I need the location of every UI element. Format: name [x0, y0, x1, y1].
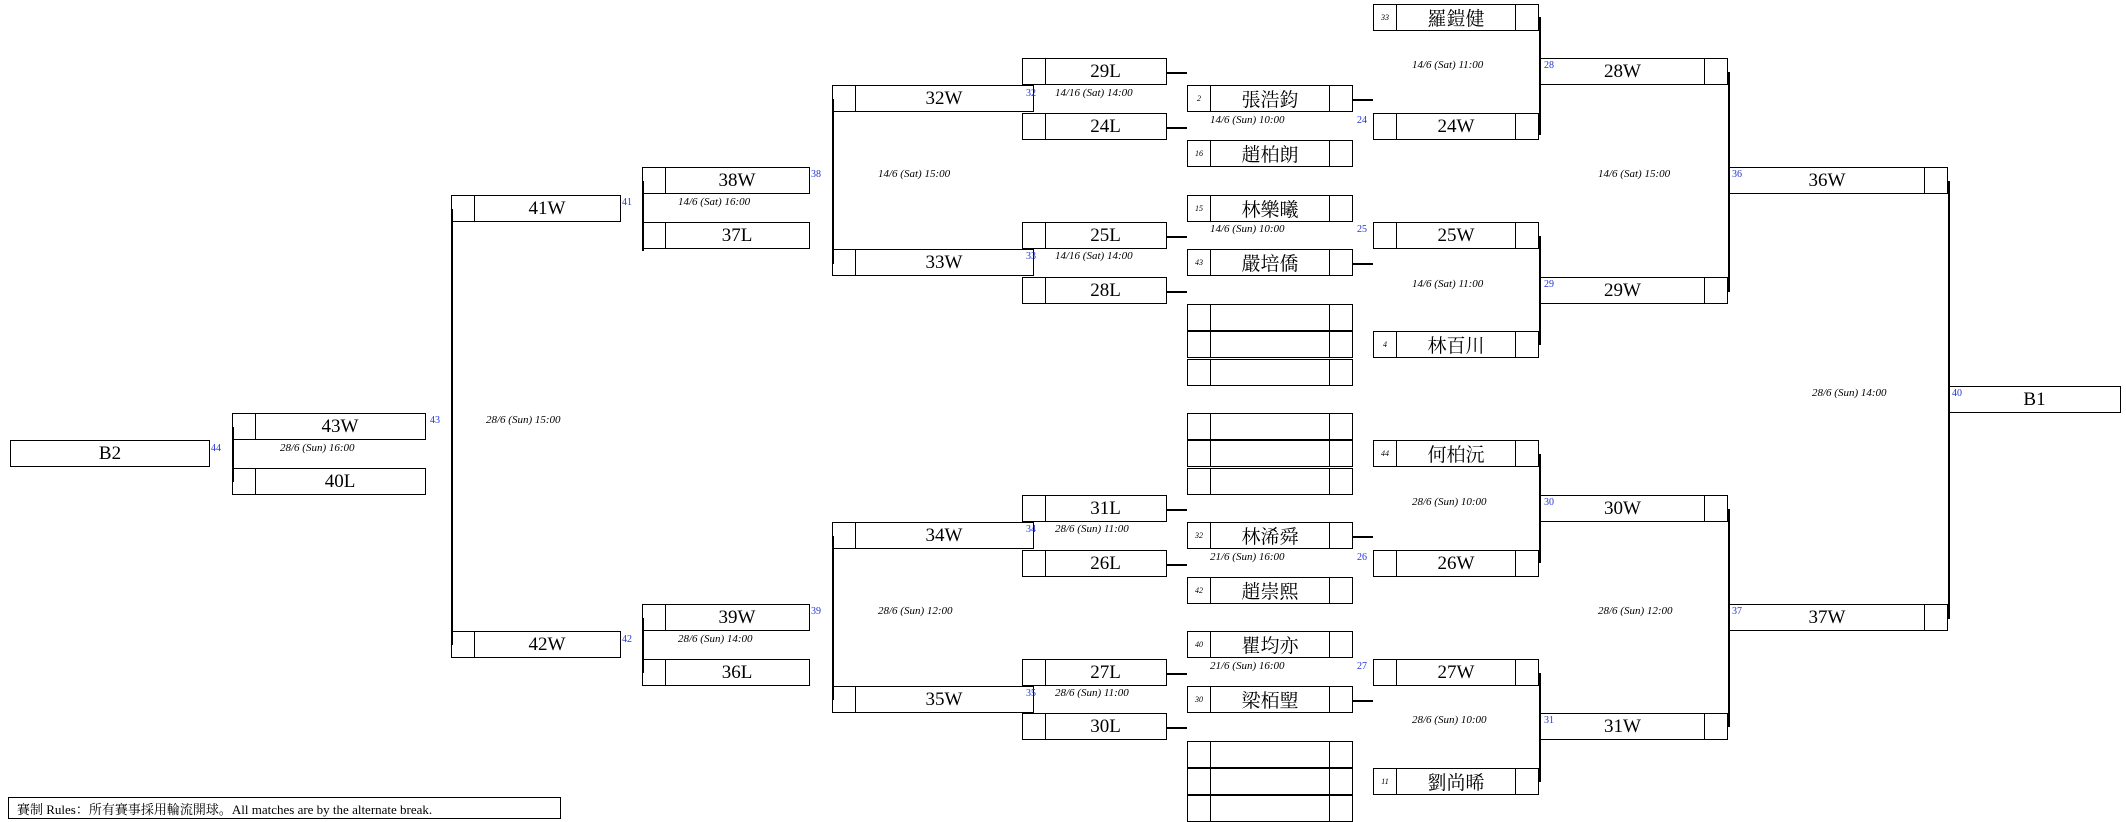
bracket-slot	[1187, 686, 1353, 713]
bracket-slot	[1373, 440, 1539, 467]
entrant-name: 39W	[718, 606, 756, 628]
bracket-connector	[1728, 509, 1730, 619]
seed-number	[1188, 769, 1211, 794]
seed-number: 30	[1188, 687, 1211, 712]
seed-number	[1188, 360, 1211, 385]
entrant-name: 25L	[1090, 224, 1121, 246]
match-time: 28/6 (Sun) 11:00	[1055, 687, 1129, 699]
match-number: 34	[1026, 524, 1036, 535]
bracket-connector	[1539, 454, 1541, 509]
bracket-slot	[1539, 495, 1728, 522]
slot-tail-cell	[1329, 141, 1352, 166]
entrant-name: 33W	[925, 251, 963, 273]
entrant-name: 25W	[1437, 224, 1475, 246]
slot-tail-cell	[1515, 5, 1538, 30]
match-time: 28/6 (Sun) 11:00	[1055, 523, 1129, 535]
seed-number	[1023, 660, 1046, 685]
bracket-connector	[1948, 181, 1950, 401]
match-number: 39	[811, 606, 821, 617]
bracket-slot	[1187, 140, 1353, 167]
match-number: 30	[1544, 497, 1554, 508]
match-time: 14/16 (Sat) 14:00	[1055, 250, 1133, 262]
bracket-slot	[10, 440, 210, 467]
entrant-name: 24L	[1090, 115, 1121, 137]
entrant-name: 趙柏朗	[1241, 145, 1299, 166]
bracket-slot	[832, 85, 1034, 112]
bracket-slot	[1187, 331, 1353, 358]
seed-number	[452, 196, 475, 221]
slot-tail-cell	[1329, 360, 1352, 385]
seed-number	[833, 250, 856, 275]
seed-number	[1188, 414, 1211, 439]
seed-number	[833, 687, 856, 712]
bracket-connector	[832, 618, 834, 700]
bracket-connector	[1948, 401, 1950, 619]
slot-tail-cell	[1515, 332, 1538, 357]
slot-tail-cell	[1704, 278, 1727, 303]
seed-number: 42	[1188, 578, 1211, 603]
entrant-name: B1	[2023, 388, 2046, 410]
match-time: 14/6 (Sun) 10:00	[1210, 114, 1285, 126]
bracket-slot	[642, 222, 810, 249]
entrant-name: 27W	[1437, 661, 1475, 683]
match-time: 14/6 (Sat) 15:00	[1598, 168, 1671, 180]
entrant-name: 24W	[1437, 115, 1475, 137]
match-time: 21/6 (Sun) 16:00	[1210, 660, 1285, 672]
entrant-name	[1210, 469, 1330, 494]
bracket-slot	[1187, 440, 1353, 467]
match-time: 28/6 (Sun) 10:00	[1412, 714, 1487, 726]
bracket-slot	[832, 249, 1034, 276]
entrant-name: 43W	[321, 415, 359, 437]
bracket-slot	[1187, 249, 1353, 276]
bracket-slot	[1373, 4, 1539, 31]
match-time: 28/6 (Sun) 10:00	[1412, 496, 1487, 508]
match-time: 28/6 (Sun) 12:00	[878, 605, 953, 617]
slot-tail-cell	[1329, 469, 1352, 494]
bracket-connector	[1167, 564, 1187, 566]
bracket-slot	[1187, 741, 1353, 768]
bracket-slot	[832, 686, 1034, 713]
entrant-name	[1210, 441, 1330, 466]
seed-number	[1374, 223, 1397, 248]
bracket-connector	[451, 427, 453, 645]
seed-number	[1374, 114, 1397, 139]
bracket-connector	[1167, 673, 1187, 675]
seed-number: 33	[1374, 5, 1397, 30]
entrant-name: 41W	[528, 197, 566, 219]
bracket-connector	[1167, 509, 1187, 511]
bracket-connector	[1167, 727, 1187, 729]
bracket-connector	[1539, 728, 1541, 782]
seed-number	[1023, 551, 1046, 576]
seed-number: 32	[1188, 523, 1211, 548]
entrant-name	[1210, 414, 1330, 439]
bracket-slot	[1187, 577, 1353, 604]
match-time: 28/6 (Sun) 15:00	[486, 414, 561, 426]
bracket-connector	[232, 427, 234, 482]
entrant-name: 29L	[1090, 60, 1121, 82]
bracket-connector	[1539, 673, 1541, 728]
bracket-connector	[1539, 291, 1541, 345]
entrant-name	[1210, 332, 1330, 357]
slot-tail-cell	[1329, 632, 1352, 657]
match-number: 33	[1026, 251, 1036, 262]
match-number: 43	[430, 415, 440, 426]
bracket-connector	[1353, 99, 1373, 101]
entrant-name: 羅鎧健	[1427, 9, 1485, 30]
seed-number: 40	[1188, 632, 1211, 657]
match-time: 14/6 (Sun) 10:00	[1210, 223, 1285, 235]
seed-number: 44	[1374, 441, 1397, 466]
bracket-slot	[1022, 113, 1167, 140]
entrant-name: B2	[98, 442, 122, 464]
bracket-connector	[1728, 182, 1730, 292]
seed-number: 16	[1188, 141, 1211, 166]
bracket-connector	[1167, 236, 1187, 238]
slot-tail-cell	[1924, 605, 1947, 630]
match-number: 41	[622, 197, 632, 208]
seed-number: 43	[1188, 250, 1211, 275]
seed-number	[833, 86, 856, 111]
entrant-name	[1210, 360, 1330, 385]
seed-number: 2	[1188, 86, 1211, 111]
slot-tail-cell	[1515, 223, 1538, 248]
entrant-name: 37W	[1808, 606, 1846, 628]
bracket-connector	[1539, 75, 1541, 135]
match-time: 28/6 (Sun) 12:00	[1598, 605, 1673, 617]
seed-number	[643, 605, 666, 630]
bracket-slot	[642, 659, 810, 686]
slot-tail-cell	[1515, 769, 1538, 794]
seed-number	[1188, 742, 1211, 767]
match-number: 44	[211, 443, 221, 454]
entrant-name: 26W	[1437, 552, 1475, 574]
entrant-name: 35W	[925, 688, 963, 710]
match-time: 28/6 (Sun) 14:00	[678, 633, 753, 645]
slot-tail-cell	[1329, 250, 1352, 275]
slot-tail-cell	[1329, 796, 1352, 821]
match-number: 38	[811, 169, 821, 180]
seed-number	[643, 223, 666, 248]
bracket-slot	[1187, 468, 1353, 495]
match-number: 27	[1357, 661, 1367, 672]
seed-number	[1023, 714, 1046, 739]
entrant-name: 38W	[718, 169, 756, 191]
slot-tail-cell	[1329, 742, 1352, 767]
bracket-slot	[1728, 604, 1948, 631]
seed-number	[1023, 278, 1046, 303]
bracket-connector	[642, 181, 644, 251]
entrant-name	[1210, 742, 1330, 767]
match-time: 14/6 (Sat) 11:00	[1412, 278, 1484, 290]
bracket-slot	[1539, 277, 1728, 304]
seed-number: 4	[1374, 332, 1397, 357]
match-time: 14/6 (Sat) 15:00	[878, 168, 951, 180]
slot-tail-cell	[1704, 59, 1727, 84]
bracket-slot	[232, 413, 426, 440]
seed-number	[1188, 469, 1211, 494]
seed-number: 15	[1188, 196, 1211, 221]
match-number: 36	[1732, 169, 1742, 180]
match-number: 32	[1026, 88, 1036, 99]
entrant-name: 梁栢朢	[1241, 691, 1299, 712]
match-number: 31	[1544, 715, 1554, 726]
seed-number	[1374, 551, 1397, 576]
bracket-slot	[1022, 222, 1167, 249]
seed-number	[1023, 114, 1046, 139]
entrant-name: 42W	[528, 633, 566, 655]
slot-tail-cell	[1329, 414, 1352, 439]
bracket-connector	[642, 618, 644, 673]
bracket-slot	[1022, 550, 1167, 577]
bracket-connector	[1353, 536, 1373, 538]
slot-tail-cell	[1515, 660, 1538, 685]
bracket-slot	[642, 167, 810, 194]
bracket-slot	[1373, 331, 1539, 358]
match-number: 37	[1732, 606, 1742, 617]
bracket-slot	[1373, 550, 1539, 577]
entrant-name	[1210, 305, 1330, 330]
bracket-slot	[1022, 713, 1167, 740]
bracket-connector	[832, 194, 834, 264]
entrant-name: 嚴培僑	[1241, 254, 1299, 275]
entrant-name: 31W	[1604, 715, 1641, 737]
slot-tail-cell	[1515, 441, 1538, 466]
entrant-name: 40L	[324, 470, 356, 492]
entrant-name: 31L	[1090, 497, 1121, 519]
bracket-slot	[1187, 413, 1353, 440]
seed-number	[833, 523, 856, 548]
bracket-slot	[832, 522, 1034, 549]
bracket-connector	[1167, 127, 1187, 129]
bracket-connector	[1167, 291, 1187, 293]
entrant-name: 林樂曦	[1241, 200, 1299, 221]
entrant-name: 林浠舜	[1241, 527, 1299, 548]
bracket-connector	[832, 99, 834, 194]
seed-number	[643, 168, 666, 193]
slot-tail-cell	[1329, 86, 1352, 111]
match-time: 14/6 (Sat) 11:00	[1412, 59, 1484, 71]
slot-tail-cell	[1329, 196, 1352, 221]
bracket-slot	[1373, 659, 1539, 686]
entrant-name: 瞿均亦	[1241, 636, 1299, 657]
match-number: 40	[1952, 388, 1962, 399]
bracket-connector	[1539, 509, 1541, 563]
bracket-slot	[1373, 768, 1539, 795]
seed-number	[233, 469, 256, 494]
entrant-name: 36L	[721, 661, 753, 683]
slot-tail-cell	[1515, 551, 1538, 576]
slot-tail-cell	[1329, 769, 1352, 794]
match-time: 14/6 (Sat) 16:00	[678, 196, 751, 208]
bracket-slot	[1948, 386, 2121, 413]
seed-number	[452, 632, 475, 657]
entrant-name: 何柏沅	[1427, 445, 1485, 466]
slot-tail-cell	[1329, 305, 1352, 330]
entrant-name: 36W	[1808, 169, 1846, 191]
slot-tail-cell	[1704, 714, 1727, 739]
rules-note: 賽制 Rules：所有賽事採用輪流開球。All matches are by the alternate break.	[8, 797, 561, 819]
slot-tail-cell	[1329, 578, 1352, 603]
bracket-slot	[1187, 631, 1353, 658]
bracket-slot	[451, 195, 621, 222]
bracket-connector	[451, 209, 453, 427]
bracket-slot	[642, 604, 810, 631]
entrant-name	[1210, 769, 1330, 794]
entrant-name: 張浩鈞	[1241, 90, 1299, 111]
entrant-name: 30W	[1604, 497, 1641, 519]
entrant-name: 劉尚晞	[1427, 773, 1485, 794]
bracket-connector	[1728, 72, 1730, 182]
bracket-connector	[1539, 236, 1541, 291]
slot-tail-cell	[1329, 523, 1352, 548]
entrant-name	[1210, 796, 1330, 821]
bracket-slot	[1373, 222, 1539, 249]
entrant-name: 30L	[1090, 715, 1121, 737]
bracket-connector	[832, 536, 834, 618]
slot-tail-cell	[1704, 496, 1727, 521]
seed-number: 11	[1374, 769, 1397, 794]
bracket-slot	[1022, 277, 1167, 304]
entrant-name: 37L	[721, 224, 753, 246]
seed-number	[1023, 496, 1046, 521]
bracket-connector	[1353, 263, 1373, 265]
seed-number	[1188, 332, 1211, 357]
entrant-name: 29W	[1604, 279, 1641, 301]
match-time: 28/6 (Sun) 16:00	[280, 442, 355, 454]
bracket-slot	[1187, 522, 1353, 549]
bracket-slot	[1539, 713, 1728, 740]
bracket-connector	[1728, 619, 1730, 727]
match-number: 26	[1357, 552, 1367, 563]
seed-number	[1188, 305, 1211, 330]
seed-number	[1023, 223, 1046, 248]
entrant-name: 27L	[1090, 661, 1121, 683]
bracket-connector	[1539, 17, 1541, 75]
seed-number	[1188, 796, 1211, 821]
entrant-name: 28W	[1604, 60, 1641, 82]
match-number: 24	[1357, 115, 1367, 126]
match-number: 25	[1357, 224, 1367, 235]
seed-number	[1188, 441, 1211, 466]
bracket-slot	[1187, 85, 1353, 112]
match-number: 29	[1544, 279, 1554, 290]
bracket-slot	[1539, 58, 1728, 85]
seed-number	[1374, 660, 1397, 685]
seed-number	[1023, 59, 1046, 84]
bracket-slot	[1187, 359, 1353, 386]
bracket-connector	[1353, 700, 1373, 702]
entrant-name: 32W	[925, 87, 963, 109]
match-time: 14/16 (Sat) 14:00	[1055, 87, 1133, 99]
bracket-slot	[1187, 304, 1353, 331]
match-number: 28	[1544, 60, 1554, 71]
bracket-slot	[1022, 58, 1167, 85]
bracket-connector	[1167, 72, 1187, 74]
bracket-slot	[1728, 167, 1948, 194]
slot-tail-cell	[1515, 114, 1538, 139]
bracket-slot	[232, 468, 426, 495]
entrant-name: 28L	[1090, 279, 1121, 301]
bracket-slot	[1022, 659, 1167, 686]
bracket-slot	[1373, 113, 1539, 140]
seed-number	[643, 660, 666, 685]
bracket-slot	[1187, 768, 1353, 795]
match-number: 35	[1026, 688, 1036, 699]
entrant-name: 26L	[1090, 552, 1121, 574]
slot-tail-cell	[1329, 687, 1352, 712]
slot-tail-cell	[1329, 441, 1352, 466]
bracket-slot	[1187, 195, 1353, 222]
entrant-name: 34W	[925, 524, 963, 546]
match-time: 21/6 (Sun) 16:00	[1210, 551, 1285, 563]
slot-tail-cell	[1924, 168, 1947, 193]
entrant-name: 趙崇熙	[1241, 582, 1299, 603]
entrant-name: 林百川	[1427, 336, 1485, 357]
seed-number	[233, 414, 256, 439]
bracket-slot	[1022, 495, 1167, 522]
match-number: 42	[622, 634, 632, 645]
bracket-slot	[1187, 795, 1353, 822]
bracket-slot	[451, 631, 621, 658]
slot-tail-cell	[1329, 332, 1352, 357]
match-time: 28/6 (Sun) 14:00	[1812, 387, 1887, 399]
